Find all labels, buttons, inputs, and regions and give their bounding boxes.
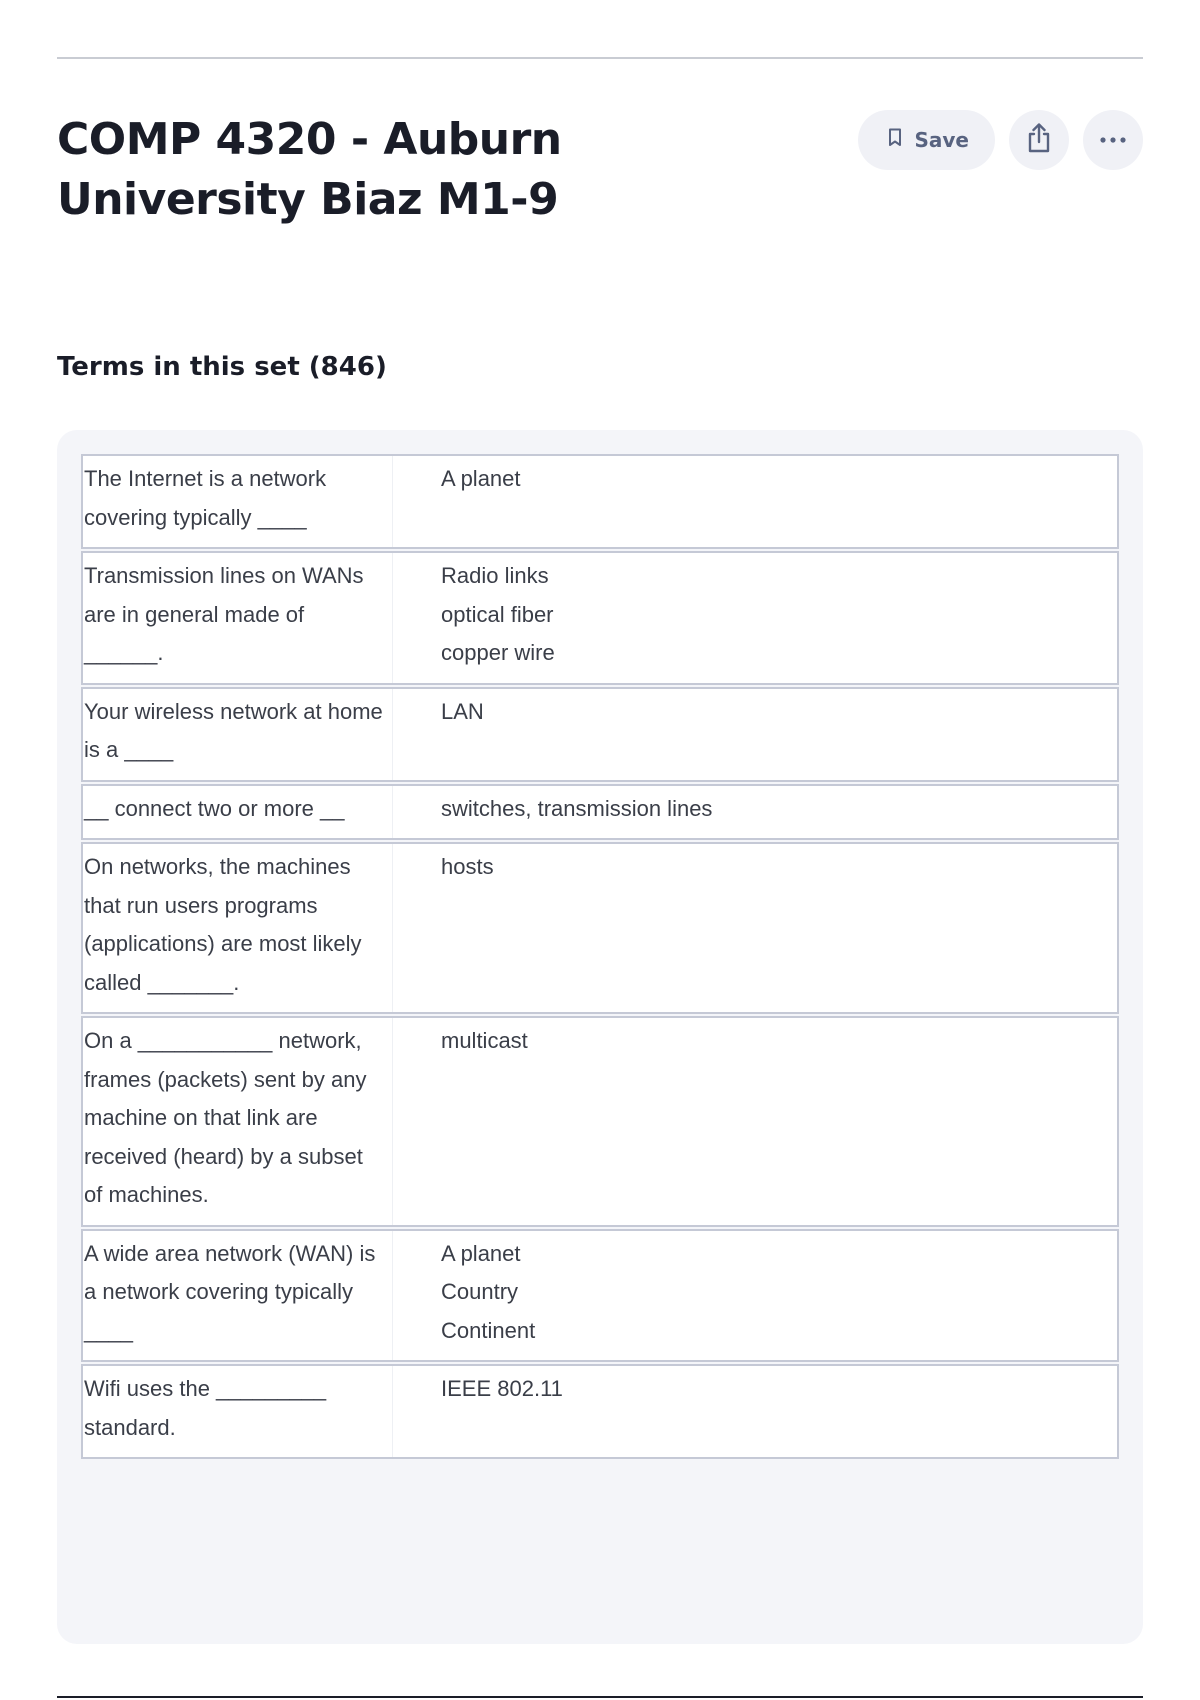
definition-line: Country (441, 1279, 519, 1304)
definition-line: Radio links (441, 563, 549, 588)
bottom-divider (57, 1696, 1143, 1698)
term-row (81, 551, 1119, 685)
definition-line: Continent (441, 1317, 536, 1343)
term-definition (393, 1018, 1117, 1225)
term-text: Transmission lines on WANs are in general made of ______. (83, 553, 393, 683)
more-options-button[interactable] (1083, 110, 1143, 170)
term-row (81, 454, 1119, 549)
term-row (81, 687, 1119, 782)
term-definition (393, 844, 1117, 1012)
bookmark-icon (888, 128, 902, 152)
page-title: COMP 4320 - Auburn University Biaz M1-9 (57, 114, 562, 225)
term-definition (393, 689, 1117, 780)
definition-line: A planet (441, 1240, 521, 1266)
term-text: On networks, the machines that run users programs (applications) are most likely called _______. (83, 844, 393, 1012)
term-row (81, 1364, 1119, 1459)
term-definition (393, 1231, 1117, 1361)
term-definition (393, 1366, 1117, 1457)
definition-line: LAN (441, 698, 484, 724)
term-definition (393, 553, 1117, 683)
share-button[interactable] (1009, 110, 1069, 170)
terms-count-heading: Terms in this set (846) (57, 352, 387, 382)
top-divider (57, 57, 1143, 59)
term-row (81, 1229, 1119, 1363)
term-text: A wide area network (WAN) is a network covering typically ____ (83, 1231, 393, 1361)
definition-line: optical fiber (441, 601, 554, 627)
term-row (81, 1016, 1119, 1227)
definition-line: switches, transmission lines (441, 795, 713, 821)
term-text: Wifi uses the _________ standard. (83, 1366, 393, 1457)
term-row (81, 784, 1119, 841)
terms-table (81, 454, 1119, 1461)
term-text: The Internet is a network covering typically ____ (83, 456, 393, 547)
save-button[interactable] (858, 110, 995, 170)
terms-panel (57, 430, 1143, 1644)
definition-line: multicast (441, 1028, 528, 1053)
term-text: Your wireless network at home is a ____ (83, 689, 393, 780)
definition-line: copper wire (441, 640, 555, 665)
header-actions (858, 110, 1143, 170)
term-definition (393, 786, 1117, 839)
share-icon (1025, 122, 1053, 159)
term-text: On a ___________ network, frames (packets) sent by any machine on that link are received (heard) by a subset of machines. (83, 1018, 393, 1225)
definition-line: A planet (441, 466, 521, 491)
more-options-icon (1099, 131, 1127, 149)
term-row (81, 842, 1119, 1014)
save-button-label: Save (914, 128, 969, 152)
definition-line: hosts (441, 854, 494, 879)
definition-line: IEEE 802.11 (441, 1376, 563, 1401)
term-definition (393, 456, 1117, 547)
term-text: __ connect two or more __ (83, 786, 393, 839)
